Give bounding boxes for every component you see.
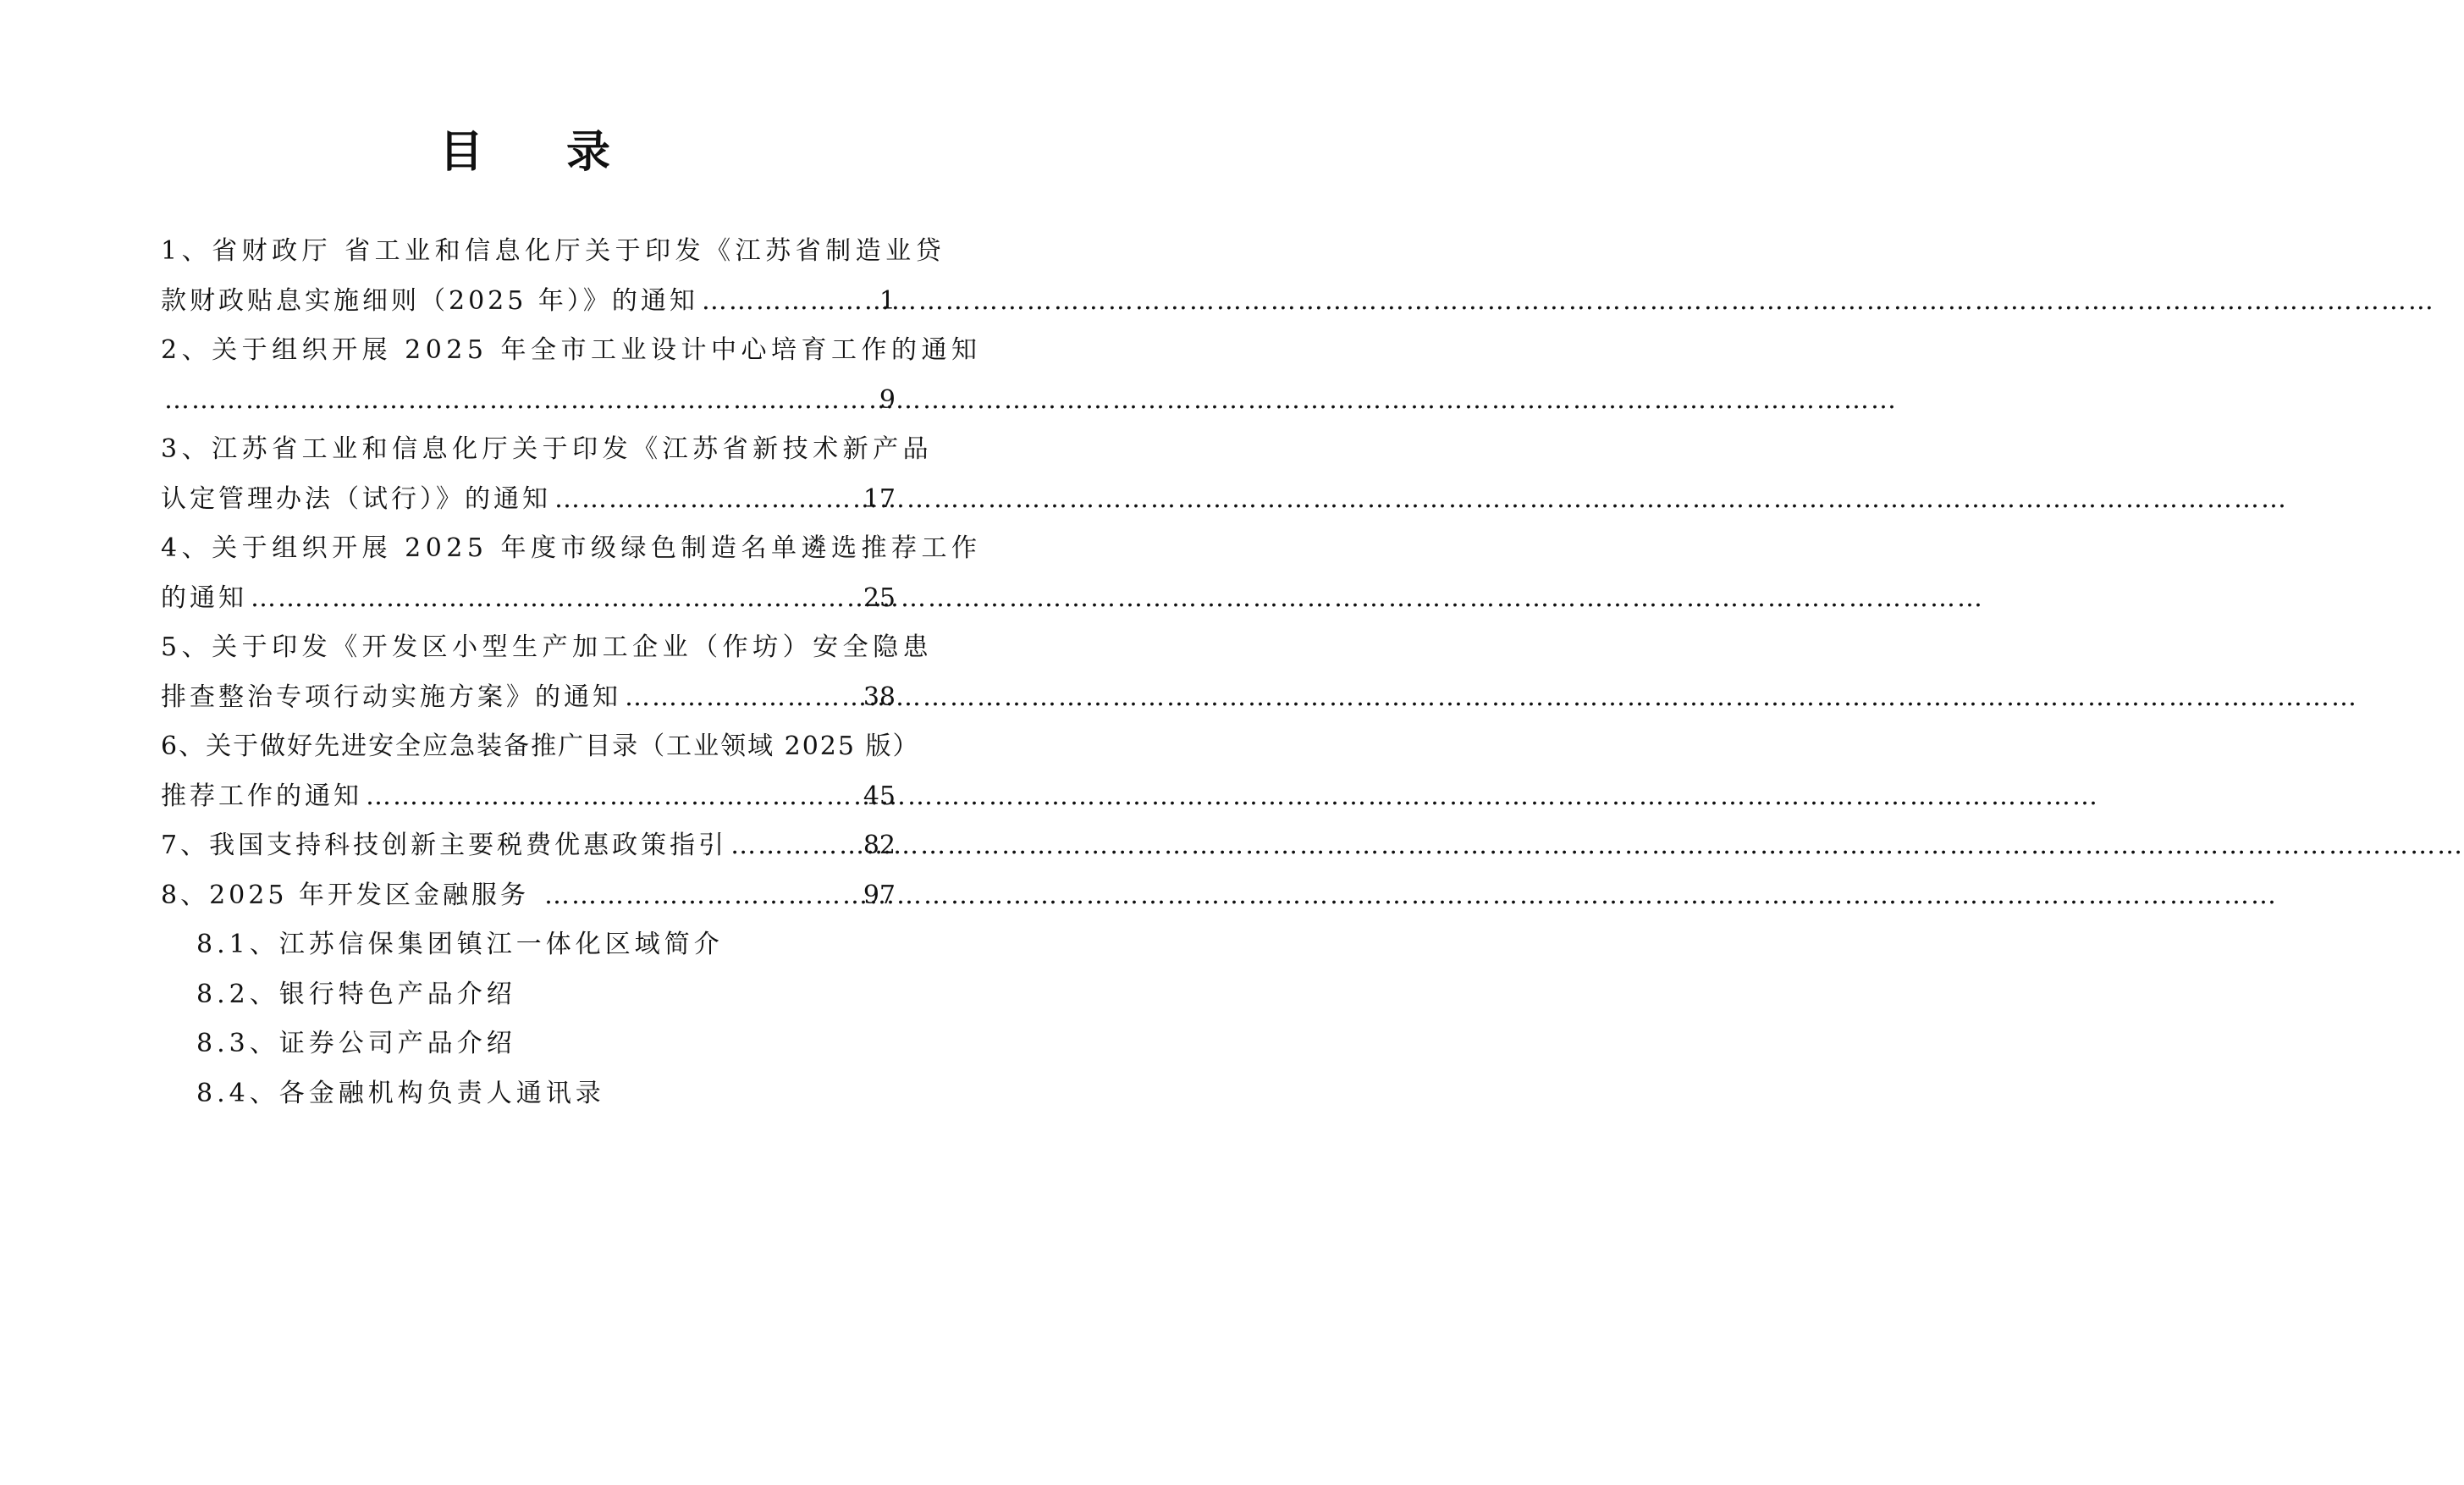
toc-page-number: 38 (863, 682, 896, 712)
toc-entry-4-line-1[interactable] (161, 524, 982, 574)
dot-leader (544, 871, 860, 921)
page-title: 目 录 (438, 126, 645, 178)
toc-entry-text: 6、关于做好先进安全应急装备推广目录（工业领域 2025 版） (161, 731, 920, 761)
toc-entry-text: 1、省财政厅 省工业和信息化厅关于印发《江苏省制造业贷 (161, 236, 946, 266)
document-page (0, 0, 1050, 1485)
toc-entry-2-line-1[interactable] (161, 326, 982, 376)
table-of-contents (161, 227, 982, 1118)
toc-entry-text: 4、关于组织开展 2025 年度市级绿色制造名单遴选推荐工作 (161, 533, 982, 563)
toc-subentry-8-1[interactable] (161, 920, 896, 970)
toc-entry-text: 款财政贴息实施细则（2025 年）》的通知 (161, 285, 698, 316)
toc-page-number: 82 (863, 831, 896, 860)
toc-entry-text: 3、江苏省工业和信息化厅关于印发《江苏省新技术新产品 (161, 434, 934, 464)
toc-entry-7[interactable] (161, 821, 896, 871)
toc-entry-6-line-1[interactable] (161, 722, 920, 772)
toc-entry-4-line-2[interactable] (161, 574, 896, 624)
toc-entry-3-line-1[interactable] (161, 425, 934, 475)
toc-page-number: 1 (879, 285, 896, 316)
toc-subentry-8-3[interactable] (161, 1019, 896, 1069)
toc-entry-text: 8、2025 年开发区金融服务 (161, 880, 529, 910)
toc-entry-text: 排查整治专项行动实施方案》的通知 (161, 682, 621, 712)
dot-leader (702, 277, 876, 327)
toc-entry-text: 的通知 (161, 582, 247, 613)
toc-entry-3-line-2[interactable] (161, 475, 896, 525)
toc-entry-5-line-2[interactable] (161, 673, 896, 723)
dot-leader (730, 821, 860, 871)
toc-entry-text: 2、关于组织开展 2025 年全市工业设计中心培育工作的通知 (161, 335, 982, 365)
toc-page-number: 45 (863, 781, 896, 811)
toc-subentry-text: 8.4、各金融机构负责人通讯录 (196, 1078, 605, 1108)
toc-entry-1-line-2[interactable] (161, 277, 896, 327)
dot-leader (366, 772, 860, 822)
toc-subentry-text: 8.2、银行特色产品介绍 (196, 979, 516, 1009)
toc-entry-6-line-2[interactable] (161, 772, 896, 822)
toc-subentry-text: 8.1、江苏信保集团镇江一体化区域简介 (196, 930, 724, 959)
toc-entry-2-line-2[interactable] (161, 376, 896, 426)
toc-entry-8[interactable] (161, 871, 896, 921)
toc-subentry-8-2[interactable] (161, 970, 896, 1020)
toc-page-number: 25 (863, 582, 896, 613)
toc-subentry-8-4[interactable] (161, 1069, 896, 1119)
toc-entry-1-line-1[interactable] (161, 227, 946, 277)
toc-page-number: 17 (863, 483, 896, 514)
toc-entry-text: 推荐工作的通知 (161, 781, 362, 811)
toc-entry-text: 5、关于印发《开发区小型生产加工企业（作坊）安全隐患 (161, 632, 934, 662)
toc-page-number: 97 (863, 880, 896, 910)
toc-entry-5-line-1[interactable] (161, 623, 934, 673)
toc-subentry-text: 8.3、证券公司产品介绍 (196, 1029, 516, 1058)
dot-leader (554, 475, 860, 525)
dot-leader (625, 673, 860, 723)
toc-entry-text: 7、我国支持科技创新主要税费优惠政策指引 (161, 831, 728, 860)
toc-page-number: 9 (879, 384, 896, 415)
dot-leader (164, 376, 876, 426)
toc-entry-text: 认定管理办法（试行）》的通知 (161, 483, 551, 514)
dot-leader (251, 574, 860, 624)
